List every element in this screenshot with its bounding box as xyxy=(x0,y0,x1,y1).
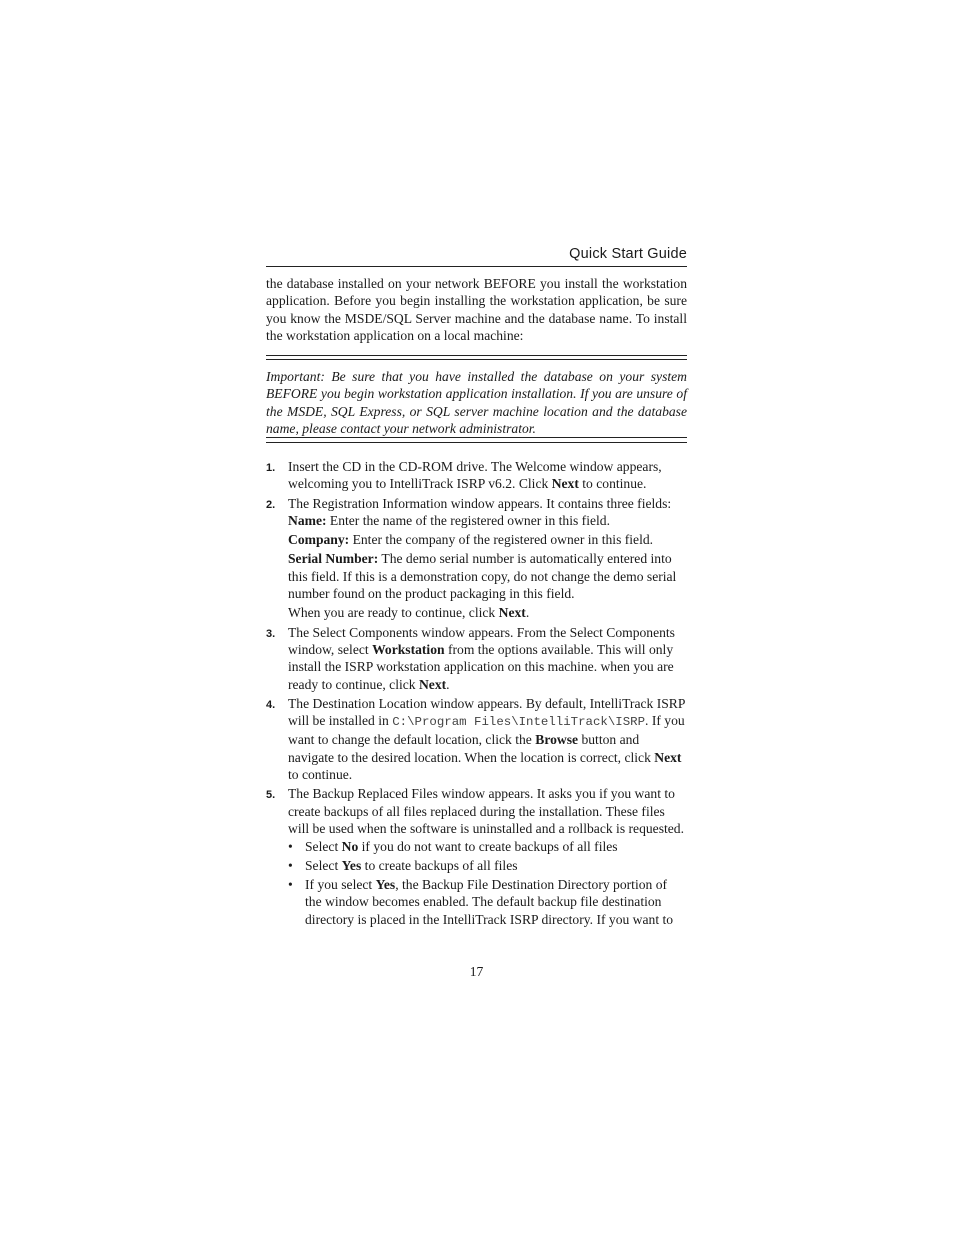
note-bottom-rule xyxy=(266,437,687,443)
step-1 xyxy=(266,458,687,493)
field-company-description: Company: Enter the company of the registered owner in this field. xyxy=(288,532,654,548)
header-rule xyxy=(266,266,687,267)
step-text: Insert the CD in the CD-ROM drive. The Welcome window appears, welcoming you to IntelliTrack ISRP v6.2. Click Next to continue. xyxy=(288,459,662,492)
step-2 xyxy=(266,495,687,622)
intro-paragraph: the database installed on your network BEFORE you install the workstation application. Before you begin installing the workstation application, be sure you know the MSDE/SQL Server machine and the database name. To install the workstation application on a local machine: xyxy=(266,276,687,343)
backup-options-list xyxy=(288,838,687,928)
field-serial-description: Serial Number: The demo serial number is automatically entered into this field. If this is a demonstration copy, do not change the demo serial number found on the product packaging in this field. xyxy=(288,551,677,602)
step-number: 1. xyxy=(266,462,276,474)
step-list xyxy=(266,458,687,930)
step-4 xyxy=(266,695,687,783)
list-item: • If you select Yes, the Backup File Destination Directory portion of the window becomes enabled. The default backup file destination directory is placed in the IntelliTrack ISRP directory. If you want to xyxy=(288,877,674,927)
step-text: The Registration Information window appears. It contains three fields: xyxy=(288,495,672,511)
step-number: 3. xyxy=(266,627,276,640)
step-number: 5. xyxy=(266,789,276,802)
field-name-description: Name: Enter the name of the registered owner in this field. xyxy=(288,512,610,528)
page-number: 17 xyxy=(469,964,484,979)
list-item: • Select No if you do not want to create backups of all files xyxy=(288,839,618,855)
step-number: 2. xyxy=(266,498,276,511)
note-top-rule xyxy=(266,355,687,360)
step-5 xyxy=(266,785,687,928)
step-text: The Backup Replaced Files window appears. It asks you if you want to create backups of all files replaced during the installation. These files will be used when the software is uninstalled and a rollback is requested. xyxy=(288,786,684,836)
step-text: The Destination Location window appears. By default, IntelliTrack ISRP will be installed in C:\Program Files\IntelliTrack\ISRP. If you want to change the default location, click the Browse button and navigate to the desired location. When the location is correct, click Next to continue. xyxy=(288,695,685,783)
running-header: Quick Start Guide xyxy=(569,246,687,262)
list-item: • Select Yes to create backups of all files xyxy=(288,858,518,874)
bullet-icon: • xyxy=(288,858,293,874)
bullet-icon: • xyxy=(288,839,293,855)
step-text: The Select Components window appears. From the Select Components window, select Workstation from the options available. This will only install the ISRP workstation application on this machine. when you are ready to continue, click Next. xyxy=(288,624,675,692)
document-page xyxy=(266,0,687,1235)
step-number: 4. xyxy=(266,698,276,711)
install-path: C:\Program Files\IntelliTrack\ISRP xyxy=(392,715,646,730)
bullet-icon: • xyxy=(288,877,293,893)
important-note: Important: Be sure that you have installed the database on your system BEFORE you begin workstation application installation. If you are unsure of the MSDE, SQL Express, or SQL server machine location and the database name, please contact your network administrator. xyxy=(266,369,687,436)
step-3 xyxy=(266,624,687,693)
step-continue-text: When you are ready to continue, click Next. xyxy=(288,605,530,621)
